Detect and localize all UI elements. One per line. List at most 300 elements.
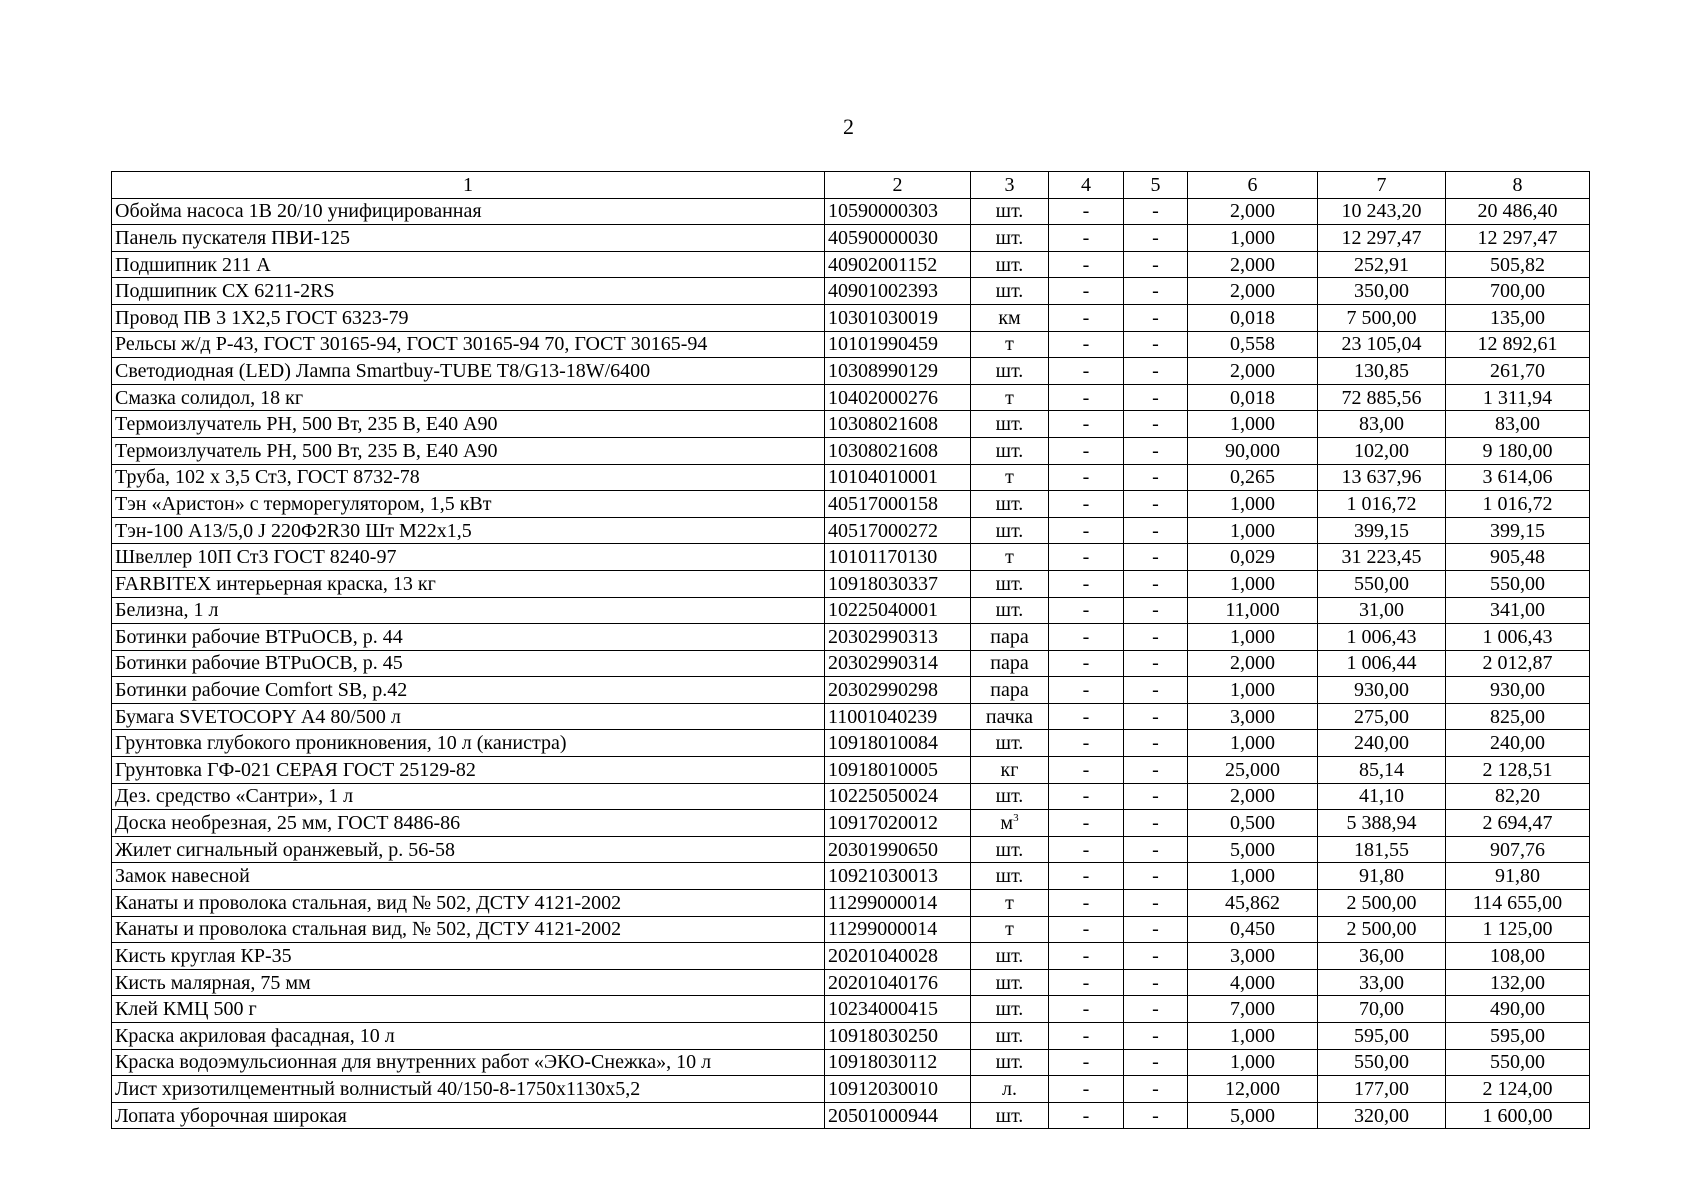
item-sum-cell [1446,624,1590,651]
item-quantity-cell [1188,358,1318,385]
item-code-cell-text: 10918030250 [828,1024,938,1047]
item-code-cell-text: 40902001152 [828,253,938,276]
item-unit-cell [971,624,1049,651]
item-quantity-cell [1188,517,1318,544]
column-5-cell-text: - [1152,918,1159,941]
item-unit-cell-text: л. [1002,1077,1017,1100]
item-unit-cell [971,1023,1049,1050]
column-5-cell [1124,757,1188,784]
column-5-cell [1124,570,1188,597]
item-quantity-cell-text: 4,000 [1230,971,1275,994]
item-quantity-cell-text: 0,018 [1230,306,1275,329]
item-name-cell-text: FARBITEX интерьерная краска, 13 кг [115,572,436,595]
column-4-cell [1049,304,1124,331]
item-price-cell-text: 10 243,20 [1341,200,1422,223]
item-price-cell [1318,384,1446,411]
item-name-cell-text: Термоизлучатель РН, 500 Вт, 235 В, Е40 А90 [115,439,498,462]
item-price-cell-text: 1 006,44 [1346,652,1417,675]
item-price-cell-text: 320,00 [1354,1104,1409,1127]
item-quantity-cell [1188,331,1318,358]
item-price-cell-text: 130,85 [1354,359,1409,382]
column-4-cell-text: - [1082,226,1090,249]
item-quantity-cell-text: 2,000 [1230,785,1275,808]
item-sum-cell-text: 83,00 [1495,413,1540,436]
item-code-cell [825,916,971,943]
column-5-cell [1124,890,1188,917]
table-row [112,1049,1590,1076]
column-5-cell [1124,650,1188,677]
item-price-cell [1318,1076,1446,1103]
column-5-cell-text: - [1152,1024,1159,1047]
item-name-cell [112,304,825,331]
table-row [112,677,1590,704]
item-code-cell [825,570,971,597]
column-5-cell [1124,358,1188,385]
item-price-cell-text: 36,00 [1359,945,1404,968]
item-sum-cell-text: 550,00 [1490,572,1545,595]
item-sum-cell [1446,198,1590,225]
header-cell: 8 [1446,172,1590,199]
column-5-cell-text: - [1152,546,1159,569]
item-unit-cell-text: шт. [995,599,1024,622]
column-5-cell-text: - [1152,519,1159,542]
item-price-cell-text: 72 885,56 [1341,386,1422,409]
item-price-cell-text: 83,00 [1359,413,1404,436]
item-sum-cell [1446,384,1590,411]
column-4-cell [1049,411,1124,438]
item-code-cell-text: 10912030010 [828,1077,938,1100]
item-price-cell [1318,969,1446,996]
item-price-cell-text: 177,00 [1354,1077,1409,1100]
column-4-cell-text: - [1082,546,1090,569]
item-code-cell [825,464,971,491]
item-sum-cell-text: 114 655,00 [1472,891,1563,914]
item-code-cell [825,703,971,730]
table-row [112,810,1590,837]
column-4-cell [1049,757,1124,784]
item-quantity-cell-text: 3,000 [1230,705,1275,728]
item-quantity-cell [1188,969,1318,996]
item-sum-cell-text: 490,00 [1490,998,1545,1021]
item-sum-cell-text: 825,00 [1490,705,1545,728]
item-name-cell [112,1049,825,1076]
column-5-cell-text: - [1152,1077,1159,1100]
column-5-cell-text: - [1152,732,1159,755]
item-unit-cell-text: шт. [995,439,1024,462]
item-sum-cell-text: 1 600,00 [1482,1104,1553,1127]
item-quantity-cell-text: 0,265 [1230,466,1275,489]
item-unit-cell-text: шт. [995,945,1024,968]
item-unit-cell-text: т [1005,918,1014,941]
column-4-cell [1049,225,1124,252]
item-price-cell [1318,624,1446,651]
item-price-cell-text: 31,00 [1359,599,1404,622]
column-4-cell-text: - [1082,758,1090,781]
table-row [112,1102,1590,1129]
item-sum-cell-text: 12 297,47 [1477,226,1558,249]
item-name-cell [112,650,825,677]
table-row [112,624,1590,651]
item-code-cell [825,331,971,358]
item-price-cell [1318,225,1446,252]
item-code-cell [825,1102,971,1129]
item-code-cell [825,358,971,385]
item-code-cell [825,730,971,757]
item-unit-cell [971,650,1049,677]
item-quantity-cell-text: 5,000 [1230,838,1275,861]
item-sum-cell [1446,358,1590,385]
item-quantity-cell-text: 1,000 [1230,519,1275,542]
item-price-cell [1318,916,1446,943]
item-price-cell [1318,703,1446,730]
item-name-cell-text: Краска акриловая фасадная, 10 л [115,1024,395,1047]
item-name-cell-text: Грунтовка глубокого проникновения, 10 л (канистра) [115,732,567,755]
item-code-cell [825,863,971,890]
item-price-cell [1318,491,1446,518]
column-5-cell [1124,544,1188,571]
item-price-cell [1318,517,1446,544]
column-5-cell [1124,996,1188,1023]
table-row [112,890,1590,917]
item-quantity-cell-text: 11,000 [1225,599,1280,622]
item-unit-cell-text: шт. [995,1104,1024,1127]
item-name-cell-text: Белизна, 1 л [115,599,219,622]
item-code-cell [825,597,971,624]
column-5-cell-text: - [1152,439,1159,462]
column-4-cell [1049,783,1124,810]
item-name-cell [112,517,825,544]
item-unit-cell-text: т [1005,333,1014,356]
column-4-cell [1049,1076,1124,1103]
table-row [112,198,1590,225]
item-quantity-cell [1188,650,1318,677]
column-4-cell [1049,890,1124,917]
item-quantity-cell [1188,411,1318,438]
item-code-cell-text: 10921030013 [828,865,938,888]
table-row [112,544,1590,571]
item-code-cell-text: 10104010001 [828,466,938,489]
item-price-cell [1318,810,1446,837]
column-5-cell [1124,1023,1188,1050]
column-5-cell [1124,437,1188,464]
item-unit-cell-text: шт. [995,1024,1024,1047]
item-name-cell-text: Лопата уборочная широкая [115,1104,347,1127]
item-code-cell-text: 10101990459 [828,333,938,356]
column-4-cell [1049,464,1124,491]
table-row [112,969,1590,996]
item-quantity-cell-text: 1,000 [1230,625,1275,648]
item-price-cell [1318,1049,1446,1076]
item-unit-cell-text: т [1005,386,1014,409]
item-code-cell [825,783,971,810]
item-unit-cell-text: пара [990,652,1029,675]
column-5-cell-text: - [1152,333,1159,356]
column-4-cell [1049,730,1124,757]
item-name-cell [112,570,825,597]
column-5-cell-text: - [1152,572,1159,595]
item-sum-cell-text: 1 016,72 [1482,492,1553,515]
item-code-cell-text: 40517000272 [828,519,938,542]
item-quantity-cell [1188,225,1318,252]
table-row [112,863,1590,890]
item-name-cell-text: Клей КМЦ 500 г [115,998,257,1021]
column-4-cell-text: - [1082,785,1090,808]
column-4-cell-text: - [1082,838,1090,861]
item-code-cell [825,836,971,863]
column-5-cell [1124,225,1188,252]
item-price-cell [1318,890,1446,917]
item-name-cell [112,703,825,730]
item-sum-cell-text: 1 311,94 [1482,386,1553,409]
item-name-cell-text: Панель пускателя ПВИ-125 [115,226,351,249]
item-price-cell-text: 550,00 [1354,572,1409,595]
item-code-cell [825,304,971,331]
item-sum-cell-text: 2 128,51 [1482,758,1553,781]
item-unit-cell [971,437,1049,464]
column-5-cell-text: - [1152,280,1159,303]
item-sum-cell [1446,570,1590,597]
item-sum-cell [1446,597,1590,624]
item-quantity-cell-text: 3,000 [1230,945,1275,968]
item-quantity-cell [1188,278,1318,305]
column-5-cell-text: - [1152,306,1159,329]
item-name-cell [112,810,825,837]
column-4-cell-text: - [1082,439,1090,462]
column-4-cell [1049,836,1124,863]
column-5-cell [1124,198,1188,225]
item-code-cell [825,384,971,411]
column-4-cell-text: - [1082,359,1090,382]
column-5-cell-text: - [1152,200,1159,223]
item-price-cell [1318,836,1446,863]
item-unit-cell [971,757,1049,784]
item-sum-cell-text: 108,00 [1490,945,1545,968]
item-quantity-cell-text: 2,000 [1230,253,1275,276]
column-4-cell [1049,624,1124,651]
table-row [112,384,1590,411]
item-name-cell [112,331,825,358]
item-sum-cell-text: 91,80 [1495,865,1540,888]
item-unit-cell [971,943,1049,970]
item-unit-cell-text: шт. [995,971,1024,994]
column-5-cell-text: - [1152,599,1159,622]
table-row [112,703,1590,730]
item-name-cell-text: Труба, 102 х 3,5 Ст3, ГОСТ 8732-78 [115,466,420,489]
item-unit-cell [971,597,1049,624]
column-4-cell-text: - [1082,466,1090,489]
item-quantity-cell-text: 2,000 [1230,652,1275,675]
item-price-cell [1318,757,1446,784]
item-quantity-cell [1188,198,1318,225]
item-code-cell [825,1049,971,1076]
item-sum-cell [1446,464,1590,491]
item-name-cell-text: Бумага SVETOCOPY А4 80/500 л [115,705,401,728]
column-5-cell [1124,517,1188,544]
item-sum-cell [1446,331,1590,358]
column-4-cell [1049,544,1124,571]
column-4-cell [1049,1023,1124,1050]
header-cell: 3 [971,172,1049,199]
item-price-cell [1318,331,1446,358]
item-name-cell [112,916,825,943]
column-5-cell [1124,836,1188,863]
item-code-cell [825,198,971,225]
column-4-cell-text: - [1082,306,1090,329]
item-code-cell-text: 10301030019 [828,306,938,329]
column-5-cell-text: - [1152,679,1159,702]
item-unit-cell [971,969,1049,996]
item-unit-cell [971,411,1049,438]
item-name-cell [112,1076,825,1103]
item-quantity-cell-text: 25,000 [1225,758,1280,781]
table-row [112,1076,1590,1103]
item-name-cell-text: Провод ПВ 3 1Х2,5 ГОСТ 6323-79 [115,306,409,329]
item-sum-cell-text: 1 006,43 [1482,625,1553,648]
item-name-cell-text: Подшипник 211 А [115,253,271,276]
column-4-cell [1049,677,1124,704]
table-row [112,943,1590,970]
item-sum-cell-text: 12 892,61 [1477,333,1558,356]
item-quantity-cell-text: 1,000 [1230,1051,1275,1074]
item-unit-cell [971,198,1049,225]
table-row [112,464,1590,491]
item-code-cell-text: 11299000014 [828,918,938,941]
item-name-cell [112,384,825,411]
column-5-cell-text: - [1152,838,1159,861]
column-4-cell [1049,650,1124,677]
table-row [112,278,1590,305]
column-5-cell [1124,943,1188,970]
inventory-table [111,171,1590,1129]
item-quantity-cell-text: 1,000 [1230,865,1275,888]
header-cell: 2 [825,172,971,199]
header-cell: 6 [1188,172,1318,199]
item-sum-cell [1446,890,1590,917]
item-code-cell-text: 10918030337 [828,572,938,595]
column-5-cell-text: - [1152,945,1159,968]
item-quantity-cell [1188,570,1318,597]
item-code-cell [825,650,971,677]
item-sum-cell-text: 9 180,00 [1482,439,1553,462]
item-price-cell-text: 13 637,96 [1341,466,1422,489]
item-sum-cell [1446,810,1590,837]
table-row [112,757,1590,784]
item-code-cell [825,624,971,651]
item-unit-cell [971,783,1049,810]
item-name-cell-text: Термоизлучатель РН, 500 Вт, 235 В, Е40 А90 [115,413,498,436]
column-4-cell [1049,251,1124,278]
column-4-cell [1049,358,1124,385]
column-5-cell-text: - [1152,785,1159,808]
item-code-cell [825,969,971,996]
item-unit-cell [971,331,1049,358]
item-quantity-cell-text: 1,000 [1230,572,1275,595]
table-row [112,411,1590,438]
header-cell: 4 [1049,172,1124,199]
column-5-cell [1124,1076,1188,1103]
item-price-cell-text: 70,00 [1359,998,1404,1021]
item-unit-cell [971,544,1049,571]
item-sum-cell-text: 132,00 [1490,971,1545,994]
item-quantity-cell-text: 45,862 [1225,891,1280,914]
column-5-cell [1124,730,1188,757]
table-row [112,251,1590,278]
item-quantity-cell [1188,1102,1318,1129]
header-cell: 5 [1124,172,1188,199]
item-name-cell [112,1102,825,1129]
item-price-cell-text: 550,00 [1354,1051,1409,1074]
item-name-cell-text: Светодиодная (LED) Лампа Smartbuy-TUBE T8/G13-18W/6400 [115,359,651,382]
item-name-cell [112,1023,825,1050]
item-quantity-cell [1188,890,1318,917]
item-name-cell-text: Кисть малярная, 75 мм [115,971,311,994]
item-quantity-cell [1188,916,1318,943]
item-name-cell [112,411,825,438]
header-row [112,172,1590,199]
item-unit-cell [971,810,1049,837]
item-quantity-cell-text: 5,000 [1230,1104,1275,1127]
item-code-cell-text: 40517000158 [828,492,938,515]
item-name-cell-text: Доска необрезная, 25 мм, ГОСТ 8486-86 [115,812,461,835]
column-5-cell-text: - [1152,891,1159,914]
item-name-cell-text: Кисть круглая КР-35 [115,945,292,968]
item-unit-cell-text: т [1005,546,1014,569]
item-unit-cell-text: шт. [995,1051,1024,1074]
item-name-cell-text: Тэн-100 А13/5,0 J 220Ф2R30 Шт М22х1,5 [115,519,472,542]
item-quantity-cell-text: 0,558 [1230,333,1275,356]
column-5-cell [1124,491,1188,518]
item-sum-cell-text: 399,15 [1490,519,1545,542]
item-code-cell-text: 20302990314 [828,652,938,675]
table-row [112,916,1590,943]
item-unit-cell [971,358,1049,385]
item-name-cell [112,757,825,784]
table-row [112,437,1590,464]
item-sum-cell-text: 595,00 [1490,1024,1545,1047]
item-code-cell-text: 10101170130 [828,546,938,569]
item-unit-cell-text: шт. [995,998,1024,1021]
column-4-cell-text: - [1082,652,1090,675]
column-4-cell-text: - [1082,705,1090,728]
item-price-cell [1318,943,1446,970]
item-code-cell [825,890,971,917]
item-name-cell-text: Жилет сигнальный оранжевый, р. 56-58 [115,838,455,861]
item-name-cell-text: Ботинки рабочие ВТРuОСВ, р. 44 [115,625,403,648]
item-unit-cell-text: шт. [995,359,1024,382]
item-price-cell-text: 399,15 [1354,519,1409,542]
item-name-cell-text: Краска водоэмульсионная для внутренних работ «ЭКО-Снежка», 10 л [115,1051,712,1074]
item-quantity-cell [1188,703,1318,730]
item-name-cell [112,783,825,810]
item-quantity-cell [1188,783,1318,810]
item-unit-cell [971,517,1049,544]
column-4-cell-text: - [1082,280,1090,303]
item-name-cell-text: Швеллер 10П Ст3 ГОСТ 8240-97 [115,546,397,569]
item-name-cell [112,544,825,571]
item-code-cell [825,996,971,1023]
item-quantity-cell-text: 0,500 [1230,812,1275,835]
item-sum-cell-text: 82,20 [1495,785,1540,808]
column-5-cell-text: - [1152,865,1159,888]
column-4-cell-text: - [1082,200,1090,223]
item-quantity-cell [1188,491,1318,518]
item-price-cell-text: 595,00 [1354,1024,1409,1047]
table-row [112,597,1590,624]
item-code-cell-text: 20201040176 [828,971,938,994]
column-4-cell-text: - [1082,492,1090,515]
item-quantity-cell [1188,1076,1318,1103]
column-4-cell [1049,810,1124,837]
